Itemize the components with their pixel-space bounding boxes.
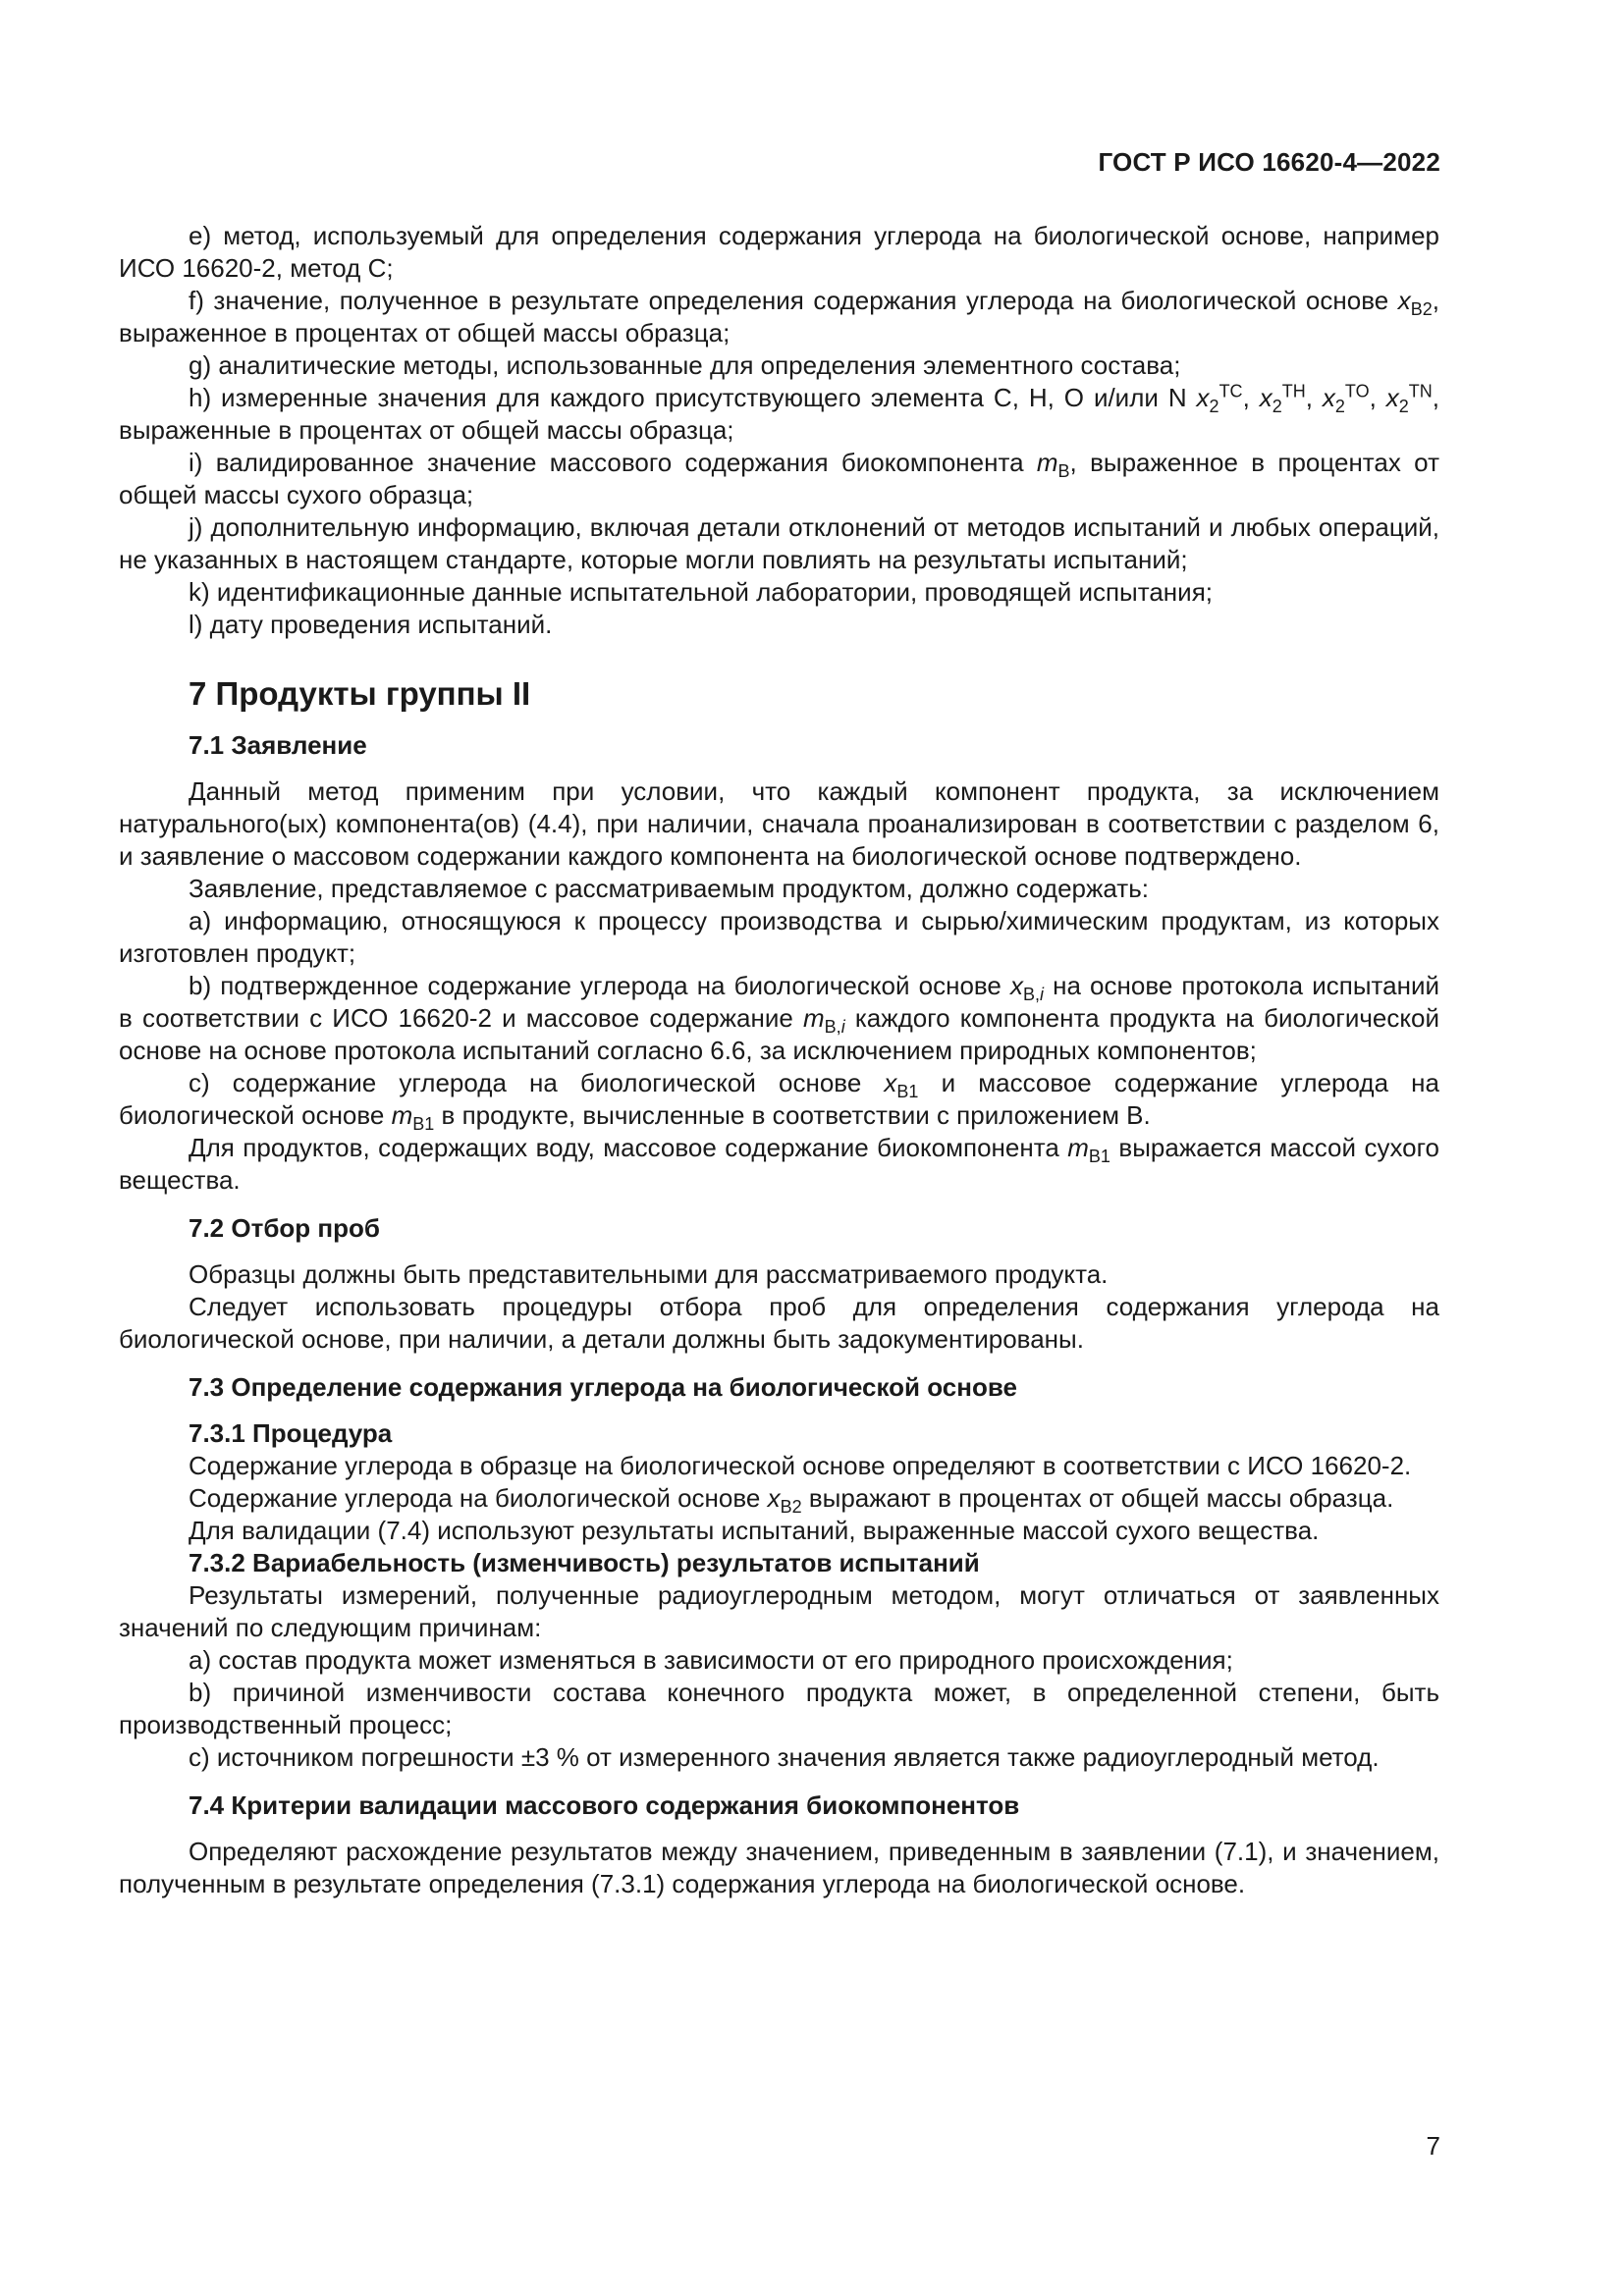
s71-paragraph-1: Данный метод применим при условии, что каждый компонент продукта, за исключением натурального(ых) компонента(ов) (4.4), при наличии, сначала проанализирован в соответствии с разделом 6, и заявление о массовом содержании каждого компонента на биологической основе подтверждено. [119, 776, 1439, 871]
list-item-e: e) метод, используемый для определения содержания углерода на биологической основе, например ИСО 16620-2, метод С; [119, 221, 1439, 283]
section-7-3-2-title: 7.3.2 Вариабельность (изменчивость) результатов испытаний [189, 1548, 980, 1577]
list-item-i: i) валидированное значение массового содержания биокомпонента $m_B$, выраженное в процентах от общей массы сухого образца; [119, 448, 1439, 509]
s71-item-a: a) информацию, относящуюся к процессу производства и сырью/химическим продуктам, из которых изготовлен продукт; [119, 906, 1439, 968]
section-7-3-1-title: 7.3.1 Процедура [189, 1418, 393, 1448]
s731-paragraph-1: Содержание углерода в образце на биологической основе определяют в соответствии с ИСО 16620-2. [189, 1451, 1412, 1480]
page-content [119, 220, 1439, 1900]
s731-paragraph-3: Для валидации (7.4) используют результаты испытаний, выраженные массой сухого вещества. [189, 1516, 1320, 1545]
s71-paragraph-2: Заявление, представляемое с рассматриваемым продуктом, должно содержать: [189, 874, 1149, 903]
s71-item-b: b) подтвержденное содержание углерода на биологической основе $x_{B,i}$ на основе протокола испытаний в соответствии с ИСО 16620-2 и массовое содержание $m_{B,i}$ каждого компонента продукта на биологической основе на основе протокола испытаний согласно 6.6, за исключением природных компонентов; [119, 971, 1440, 1065]
s71-paragraph-3: Для продуктов, содержащих воду, массовое содержание биокомпонента $m_{B1}$ выражается массой сухого вещества. [119, 1133, 1439, 1195]
section-7-2-title: 7.2 Отбор проб [189, 1213, 380, 1243]
list-item-f: f) значение, полученное в результате определения содержания углерода на биологической основе $x_{B2}$, выраженное в процентах от общей массы образца; [119, 286, 1439, 347]
document-code-header: ГОСТ Р ИСО 16620-4—2022 [1098, 147, 1440, 177]
list-item-l: l) дату проведения испытаний. [189, 610, 553, 639]
s732-paragraph-1: Результаты измерений, полученные радиоуглеродным методом, могут отличаться от заявленных значений по следующим причинам: [119, 1580, 1439, 1642]
page-number: 7 [1426, 2131, 1440, 2161]
s72-paragraph-2: Следует использовать процедуры отбора проб для определения содержания углерода на биологической основе, при наличии, а детали должны быть задокументированы. [119, 1292, 1439, 1354]
s731-paragraph-2: Содержание углерода на биологической основе $x_{B2}$ выражают в процентах от общей массы образца. [189, 1483, 1394, 1518]
section-7-4-title: 7.4 Критерии валидации массового содержания биокомпонентов [189, 1790, 1020, 1820]
list-item-k: k) идентификационные данные испытательной лаборатории, проводящей испытания; [189, 577, 1213, 607]
s74-paragraph-1: Определяют расхождение результатов между значением, приведенным в заявлении (7.1), и значением, полученным в результате определения (7.3.1) содержания углерода на биологической основе. [119, 1837, 1439, 1898]
section-7-title: 7 Продукты группы II [189, 675, 531, 712]
list-item-h: h) измеренные значения для каждого присутствующего элемента С, Н, О и/или N $x_2^{TC}$, $x_2^{TH}$, $x_2^{TO}$, $x_2^{TN}$, выраженные в процентах от общей массы образца; [119, 381, 1439, 445]
section-7-3-title: 7.3 Определение содержания углерода на биологической основе [189, 1372, 1017, 1402]
s732-item-b: b) причиной изменчивости состава конечного продукта может, в определенной степени, быть производственный процесс; [119, 1678, 1439, 1739]
list-item-g: g) аналитические методы, использованные для определения элементного состава; [189, 350, 1181, 380]
s72-paragraph-1: Образцы должны быть представительными для рассматриваемого продукта. [189, 1259, 1109, 1289]
s71-item-c: c) содержание углерода на биологической основе $x_{B1}$ и массовое содержание углерода на биологической основе $m_{B1}$ в продукте, вычисленные в соответствии с приложением В. [119, 1068, 1439, 1135]
list-item-j: j) дополнительную информацию, включая детали отклонений от методов испытаний и любых операций, не указанных в настоящем стандарте, которые могли повлиять на результаты испытаний; [119, 512, 1439, 574]
section-7-1-title: 7.1 Заявление [189, 730, 367, 760]
s732-item-a: a) состав продукта может изменяться в зависимости от его природного происхождения; [189, 1645, 1233, 1675]
s732-item-c: c) источником погрешности ±3 % от измеренного значения является также радиоуглеродный метод. [189, 1742, 1380, 1772]
